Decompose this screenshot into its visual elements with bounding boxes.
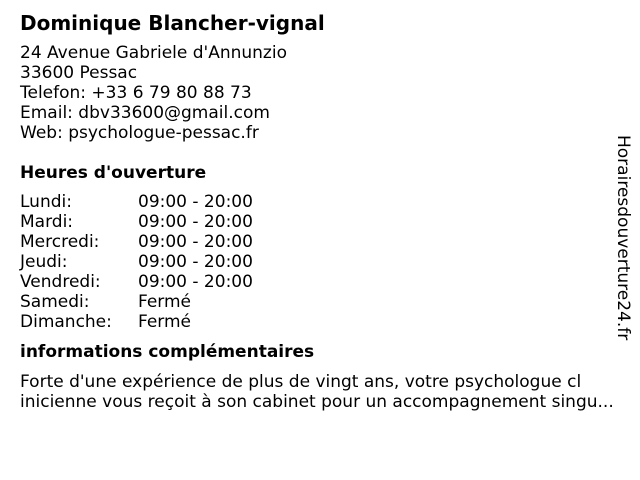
- hours-value: 09:00 - 20:00: [138, 192, 253, 212]
- business-card: [20, 10, 620, 412]
- hours-row-friday: [20, 272, 620, 292]
- day-label: Vendredi:: [20, 272, 101, 292]
- hours-row-monday: [20, 192, 620, 212]
- additional-info-text: [20, 372, 628, 412]
- hours-value: 09:00 - 20:00: [138, 252, 253, 272]
- address-line-1: 24 Avenue Gabriele d'Annunzio: [20, 43, 287, 63]
- day-label: Mercredi:: [20, 232, 100, 252]
- day-label: Lundi:: [20, 192, 72, 212]
- day-label: Jeudi:: [20, 252, 68, 272]
- opening-hours-title: Heures d'ouverture: [20, 163, 207, 183]
- day-label: Samedi:: [20, 292, 90, 312]
- site-watermark: Horairesdouverture24.fr: [613, 135, 633, 341]
- hours-value: Fermé: [138, 292, 192, 312]
- phone-line: Telefon: +33 6 79 80 88 73: [20, 83, 252, 103]
- web-line: Web: psychologue-pessac.fr: [20, 123, 259, 143]
- hours-value: Fermé: [138, 312, 192, 332]
- hours-row-sunday: [20, 312, 620, 332]
- hours-row-thursday: [20, 252, 620, 272]
- day-label: Dimanche:: [20, 312, 112, 332]
- hours-row-wednesday: [20, 232, 620, 252]
- info-text-line-1: Forte d'une expérience de plus de vingt ans, votre psychologue cl: [20, 372, 582, 392]
- info-text-line-2: inicienne vous reçoit à son cabinet pour un accompagnement singu...: [20, 392, 614, 412]
- opening-hours-table: [20, 192, 620, 332]
- hours-value: 09:00 - 20:00: [138, 272, 253, 292]
- hours-value: 09:00 - 20:00: [138, 232, 253, 252]
- hours-row-saturday: [20, 292, 620, 312]
- hours-row-tuesday: [20, 212, 620, 232]
- business-name: Dominique Blancher-vignal: [20, 11, 325, 35]
- address-line-2: 33600 Pessac: [20, 63, 138, 83]
- hours-value: 09:00 - 20:00: [138, 212, 253, 232]
- day-label: Mardi:: [20, 212, 74, 232]
- email-line: Email: dbv33600@gmail.com: [20, 103, 270, 123]
- additional-info-title: informations complémentaires: [20, 342, 315, 362]
